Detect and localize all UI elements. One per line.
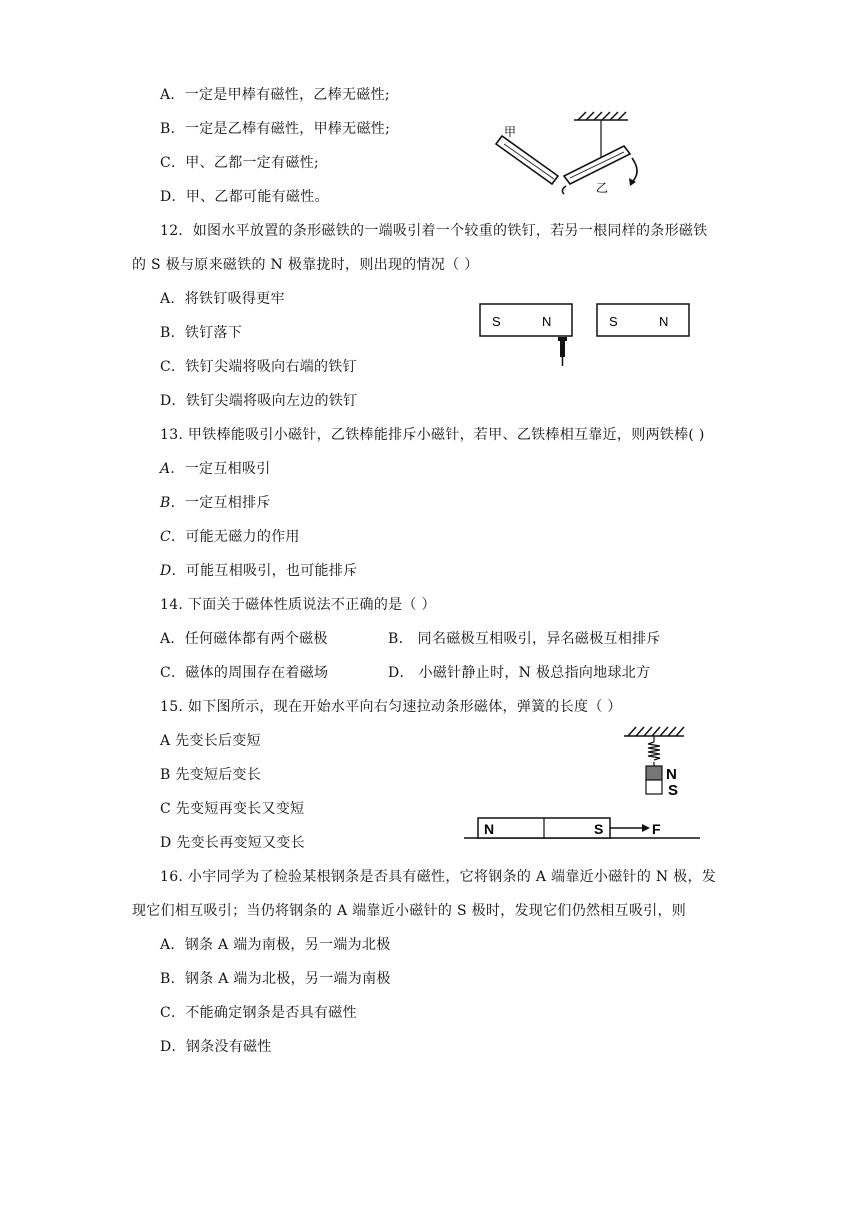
swing-arrow-left	[562, 186, 566, 194]
magnet-1-n-label: N	[542, 314, 552, 329]
q11-option-b: B．一定是乙棒有磁性，甲棒无磁性;	[160, 121, 391, 137]
option-text: ．可能无磁力的作用	[171, 529, 300, 545]
q14-option-a: A．任何磁体都有两个磁极	[160, 631, 328, 647]
q15-option-d: D 先变长再变短又变长	[160, 835, 305, 851]
q11-option-a: A．一定是甲棒有磁性，乙棒无磁性;	[160, 87, 390, 103]
q16-option-b: B．钢条 A 端为北极，另一端为南极	[160, 971, 391, 987]
q13-stem: 13. 甲铁棒能吸引小磁针，乙铁棒能排斥小磁针，若甲、乙铁棒相互靠近，则两铁棒( )	[160, 427, 705, 443]
q15-option-b: B 先变短后变长	[160, 767, 262, 783]
iron-nail	[558, 337, 567, 366]
force-label: F	[652, 821, 661, 837]
q13-option-a	[160, 460, 271, 478]
option-text: ．一定互相吸引	[170, 461, 271, 477]
q14-option-b: B． 同名磁极互相吸引，异名磁极互相排斥	[388, 631, 661, 647]
q11-rods-figure	[490, 108, 650, 200]
spring	[648, 736, 660, 766]
rod-yi-label: 乙	[596, 181, 609, 195]
rod-yi	[564, 146, 630, 184]
option-text: ．可能互相吸引，也可能排斥	[171, 563, 358, 579]
swing-arrow-right	[632, 158, 637, 182]
bar-magnet-s-label: S	[594, 821, 604, 837]
q12-option-a: A．将铁钉吸得更牢	[160, 291, 285, 307]
q14-option-d: D． 小磁针静止时，N 极总指向地球北方	[388, 665, 651, 681]
bar-magnet-n-label: N	[484, 821, 495, 837]
hanging-magnet-s-label: S	[668, 782, 679, 799]
hanging-magnet-n-label: N	[666, 766, 677, 783]
q12-option-b: B．铁钉落下	[160, 325, 243, 341]
q12-option-c: C．铁钉尖端将吸向右端的铁钉	[160, 359, 357, 375]
ceiling-hatch	[624, 727, 684, 736]
q15-spring-figure	[464, 722, 700, 846]
q12-magnets-figure	[476, 300, 696, 376]
q14-option-c: C．磁体的周围存在着磁场	[160, 665, 329, 681]
hanging-magnet-s-half	[646, 780, 662, 794]
q12-stem-line-2: 的 S 极与原来磁铁的 N 极靠拢时，则出现的情况（ ）	[132, 257, 479, 273]
q15-option-a: A 先变长后变短	[160, 733, 261, 749]
option-letter: A	[160, 461, 171, 477]
magnet-2-s-label: S	[609, 314, 618, 329]
q16-option-d: D．钢条没有磁性	[160, 1039, 272, 1055]
q13-option-c	[160, 528, 300, 546]
q14-stem: 14. 下面关于磁体性质说法不正确的是（ ）	[160, 597, 436, 613]
magnet-2-n-label: N	[659, 314, 669, 329]
q16-option-c: C．不能确定钢条是否具有磁性	[160, 1005, 357, 1021]
q11-option-d: D．甲、乙都可能有磁性。	[160, 189, 329, 205]
option-letter: D	[160, 563, 172, 579]
q12-stem-line-1: 12．如图水平放置的条形磁铁的一端吸引着一个较重的铁钉，若另一根同样的条形磁铁	[160, 223, 708, 239]
q15-stem: 15. 如下图所示，现在开始水平向右匀速拉动条形磁体，弹簧的长度（ ）	[160, 699, 622, 715]
option-letter: C	[160, 529, 172, 545]
q16-option-a: A．钢条 A 端为南极，另一端为北极	[160, 937, 391, 953]
q16-stem-line-1: 16. 小宇同学为了检验某根钢条是否具有磁性，它将钢条的 A 端靠近小磁针的 N 极，发	[160, 869, 717, 885]
option-letter: B	[160, 495, 171, 511]
q15-option-c: C 先变短再变长又变短	[160, 801, 305, 817]
q13-option-d	[160, 562, 357, 580]
q11-option-c: C．甲、乙都一定有磁性;	[160, 155, 320, 171]
hanging-magnet-n-half	[646, 766, 662, 780]
q12-option-d: D．铁钉尖端将吸向左边的铁钉	[160, 393, 358, 409]
option-text: ．一定互相排斥	[170, 495, 271, 511]
q13-option-b	[160, 494, 271, 512]
q16-stem-line-2: 现它们相互吸引；当仍将钢条的 A 端靠近小磁针的 S 极时，发现它们仍然相互吸引，则	[132, 903, 687, 919]
rod-jia	[496, 136, 558, 184]
magnet-1-s-label: S	[492, 314, 501, 329]
rod-jia-label: 甲	[504, 125, 517, 139]
ceiling-hatch	[574, 112, 628, 120]
